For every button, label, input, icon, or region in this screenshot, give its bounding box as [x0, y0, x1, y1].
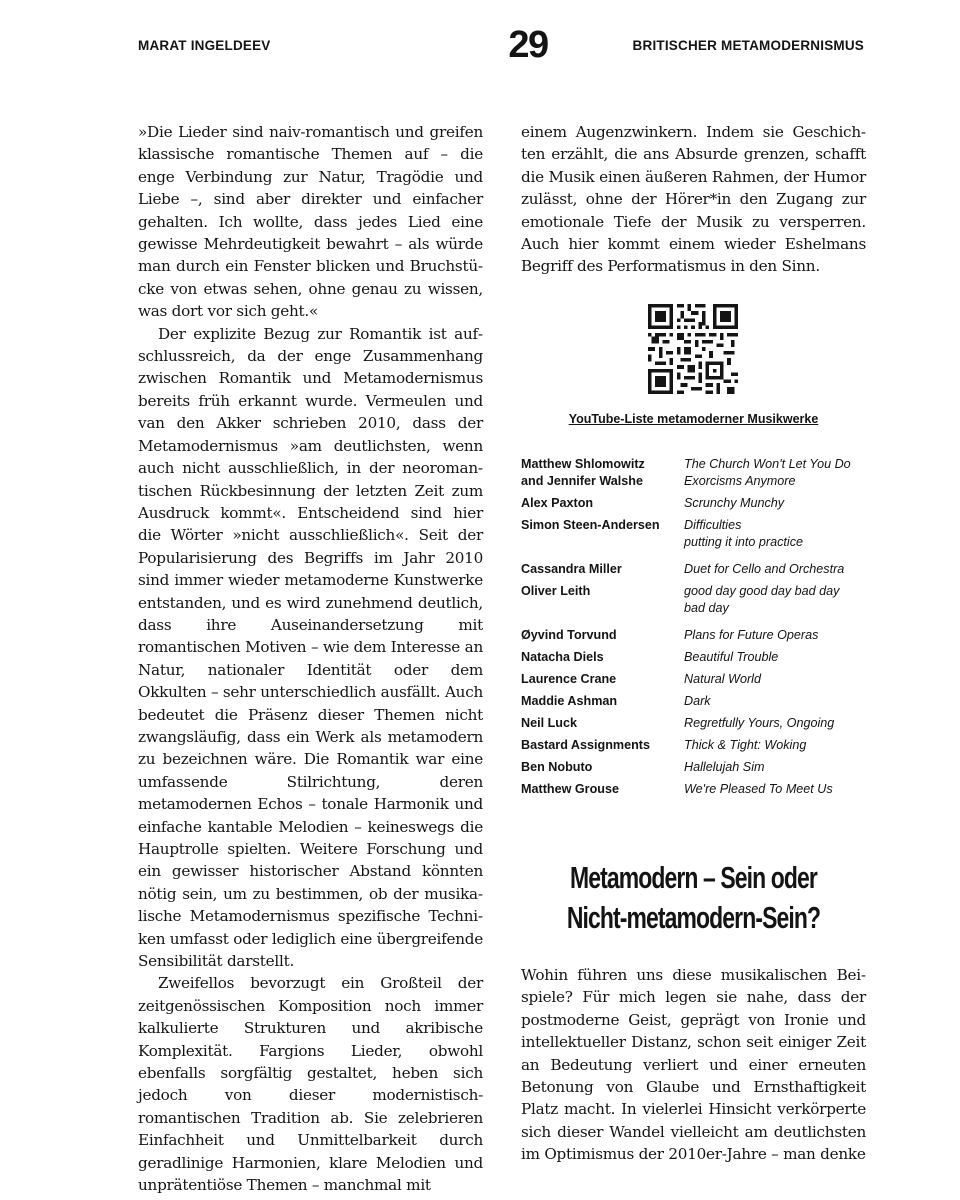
section-heading-line-2: Nicht-metamodern-Sein? — [566, 900, 821, 935]
works-list-row — [521, 495, 866, 512]
work-title: Scrunchy Munchy — [684, 496, 785, 510]
right-column-bottom — [521, 964, 866, 1166]
right-paragraph-new-section: Wohin führen uns diese musikalischen Beispiele? Für mich legen sie nahe, dass der postmoderne Geist, geprägt von Ironie und intellektueller Distanz, schon seit einiger Zeit an Bedeutung verliert und einer erneuten Betonung von Glaube und Ernsthaftigkeit Platz macht. In vielerlei Hinsicht verkörperte sich dieser Wandel vielleicht am deutlichsten im Optimismus der 2010er-Jahre – man denke — [521, 966, 866, 1164]
composer-name: Ben Nobuto — [521, 760, 593, 774]
left-paragraph-quote: »Die Lieder sind naiv-romantisch und greifen klassische romantische Themen auf – die enge Verbindung zur Natur, Tragödie und Liebe –, sind aber direkter und einfacher gehalten. Ich wollte, dass jedes Lied eine gewisse Mehrdeutigkeit bewahrt – als würde man durch ein Fenster blicken und Bruchstücke von etwas sehen, ohne genau zu wissen, was dort vor sich geht.« — [138, 123, 483, 321]
left-paragraph-contemporary: Zweifellos bevorzugt ein Großteil der zeitgenössischen Komposition noch immer kalkulierte Strukturen und akribische Komplexität. Fargions Lieder, obwohl ebenfalls sorgfältig gestaltet, heben sich jedoch von dieser modernistisch-romantischen Tradition ab. Sie zelebrieren Einfachheit und Unmittelbarkeit durch geradlinige Harmonien, klare Melodien und unprätentiöse Themen – manchmal mit — [138, 974, 483, 1195]
work-title: Difficulties putting it into practice — [684, 518, 804, 549]
work-title: Thick & Tight: Woking — [684, 738, 807, 752]
works-list-row — [521, 627, 866, 644]
works-list-row — [521, 737, 866, 754]
work-title: The Church Won't Let You Do Exorcisms Anymore — [684, 457, 851, 488]
right-paragraph-continued: einem Augenzwinkern. Indem sie Geschichten erzählt, die ans Absurde grenzen, schafft die Musik einen äußeren Rahmen, der Humor zulässt, ohne der Hörer*in den Zugang zur emotionale Tiefe der Musik zu versperren. Auch hier kommt einem wieder Eshelmans Begriff des Performatismus in den Sinn. — [521, 123, 866, 276]
composer-name: Neil Luck — [521, 716, 577, 730]
header-author: MARAT INGELDEEV — [138, 38, 271, 53]
section-heading-line-1: Metamodern – Sein oder — [570, 860, 817, 895]
left-column — [138, 121, 483, 1197]
composer-name: Maddie Ashman — [521, 694, 618, 708]
work-title: Beautiful Trouble — [684, 650, 779, 664]
work-title: Dark — [684, 694, 711, 708]
works-list-row — [521, 759, 866, 776]
works-list-row — [521, 456, 866, 490]
right-column-top — [521, 121, 866, 278]
work-title: We're Pleased To Meet Us — [684, 782, 833, 796]
work-title: good day good day bad day bad day — [684, 584, 840, 615]
left-paragraph-romanticism: Der explizite Bezug zur Romantik ist aufschlussreich, da der enge Zusammenhang zwischen Romantik und Metamodernismus bereits früh erkannt wurde. Vermeulen und van den Akker schrieben 2010, dass der Metamodernismus »am deutlichsten, wenn auch nicht ausschließlich, in der neoromantischen Rückbesinnung der letzten Zeit zum Ausdruck kommt«. Entscheidend sind hier die Wörter »nicht ausschließlich«. Seit der Popularisierung des Begriffs im Jahr 2010 sind immer wieder metamoderne Kunstwerke entstanden, und es wird zunehmend deutlich, dass ihre Auseinandersetzung mit romantischen Motiven – wie dem Interesse an Natur, nationaler Identität oder dem Okkulten – sehr unterschiedlich ausfällt. Auch bedeutet die Präsenz dieser Themen nicht zwangsläufig, dass ein Werk als metamodern zu bezeichnen wäre. Die Romantik war eine umfassende Stilrichtung, deren metamodernen Echos – tonale Harmonik und einfache kantable Melodien – keineswegs die Hauptrolle spielten. Weitere Forschung und ein gewisser historischer Abstand könnten nötig sein, um zu bestimmen, ob der musikalische Metamodernismus spezifische Techniken umfasst oder lediglich eine übergreifende Sensibilität darstellt. — [138, 324, 483, 971]
composer-name: Alex Paxton — [521, 496, 594, 510]
work-title: Natural World — [684, 672, 761, 686]
page-header — [138, 22, 864, 72]
works-list-row — [521, 693, 866, 710]
work-title: Duet for Cello and Orchestra — [684, 562, 845, 576]
works-list-row — [521, 671, 866, 688]
works-list-row — [521, 649, 866, 666]
youtube-list-link[interactable]: YouTube-Liste metamoderner Musikwerke — [568, 412, 819, 426]
qr-code-icon[interactable] — [648, 304, 738, 394]
work-title: Plans for Future Operas — [684, 628, 819, 642]
composer-name: Simon Steen-Andersen — [521, 518, 660, 532]
works-list-row — [521, 561, 866, 578]
works-list-row — [521, 781, 866, 798]
work-title: Regretfully Yours, Ongoing — [684, 716, 835, 730]
composer-name: Matthew Shlomowitz and Jennifer Walshe — [521, 457, 645, 488]
composer-name: Øyvind Torvund — [521, 628, 617, 642]
works-list-row — [521, 517, 866, 551]
works-list-row — [521, 715, 866, 732]
works-list — [521, 456, 866, 798]
composer-name: Oliver Leith — [521, 584, 591, 598]
works-list-row — [521, 583, 866, 617]
composer-name: Bastard Assignments — [521, 738, 651, 752]
work-title: Hallelujah Sim — [684, 760, 765, 774]
section-heading — [566, 858, 821, 938]
composer-name: Laurence Crane — [521, 672, 617, 686]
composer-name: Cassandra Miller — [521, 562, 622, 576]
composer-name: Matthew Grouse — [521, 782, 619, 796]
header-section-title: BRITISCHER METAMODERNISMUS — [632, 38, 864, 53]
page-number: 29 — [508, 24, 548, 66]
composer-name: Natacha Diels — [521, 650, 604, 664]
